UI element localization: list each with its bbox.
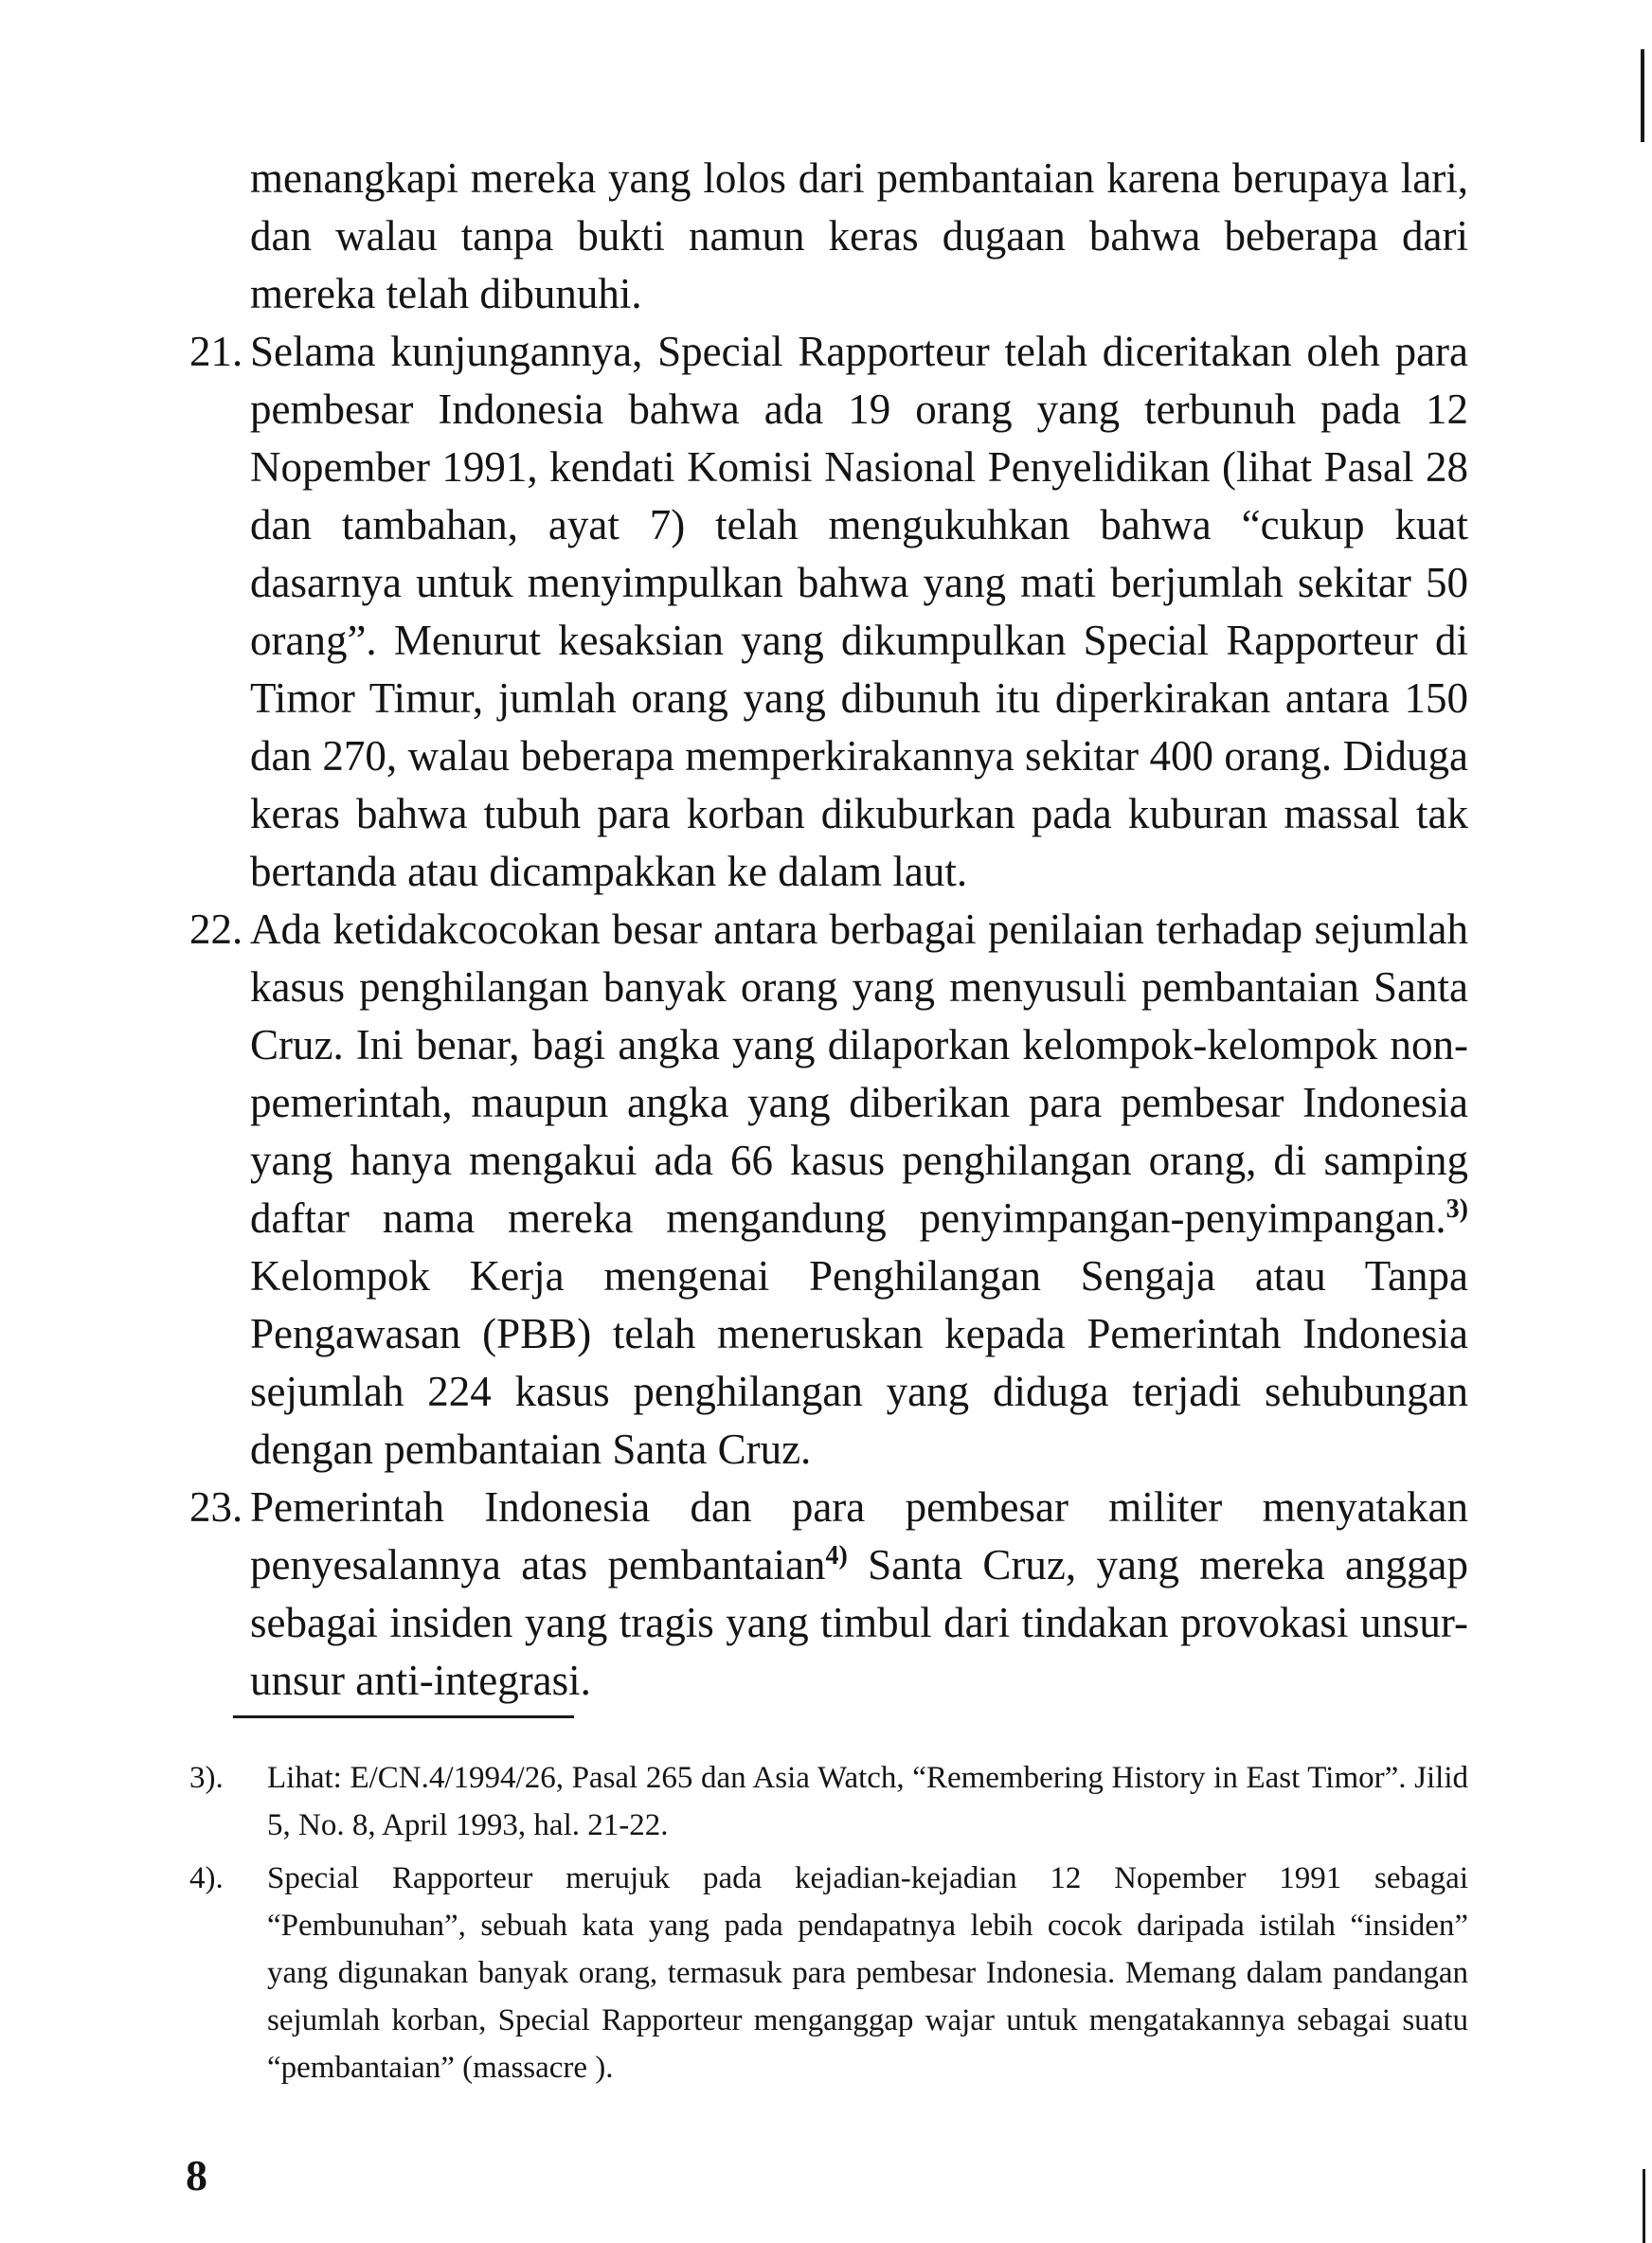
paragraph-number: 21. <box>189 328 243 375</box>
footnote-text: Lihat: E/CN.4/1994/26, Pasal 265 dan Asia Watch, “Remembering History in East Timor”. Jilid 5, No. 8, April 1993, hal. 21-22. <box>267 1761 1468 1842</box>
numbered-paragraph-21 <box>189 323 1468 901</box>
footnotes <box>189 1754 1468 2097</box>
footnote-4 <box>189 1855 1468 2091</box>
paragraph-number: 23. <box>189 1483 243 1531</box>
numbered-paragraph-22 <box>189 901 1468 1479</box>
scan-edge-mark-top <box>1641 49 1644 142</box>
footnote-number: 3). <box>189 1761 224 1795</box>
scan-edge-mark-bottom <box>1643 2169 1645 2243</box>
paragraph-text-part: Santa Cruz, yang mereka anggap sebagai insiden yang tragis yang timbul dari tindakan provokasi unsur-unsur anti-integrasi. <box>250 1541 1468 1704</box>
paragraph-text <box>250 901 1468 1479</box>
continued-paragraph: menangkapi mereka yang lolos dari pembantaian karena berupaya lari, dan walau tanpa bukti namun keras dugaan bahwa beberapa dari mereka telah dibunuhi. <box>250 154 1468 317</box>
paragraph-text-part: Pemerintah Indonesia dan para pembesar militer menyatakan penyesalannya atas pembantaian <box>250 1483 1468 1588</box>
paragraph-text-part: Kelompok Kerja mengenai Penghilangan Sengaja atau Tanpa Pengawasan (PBB) telah meneruskan kepada Pemerintah Indonesia sejumlah 224 kasus penghilangan yang diduga terjadi sehubungan dengan pembantaian Santa Cruz. <box>250 1252 1468 1473</box>
body-text <box>189 150 1468 1710</box>
numbered-paragraph-23 <box>189 1479 1468 1710</box>
footnote-number: 4). <box>189 1861 224 1895</box>
paragraph-text <box>250 1479 1468 1710</box>
paragraph-text-part: Ada ketidakcocokan besar antara berbagai penilaian terhadap sejumlah kasus penghilangan banyak orang yang menyusuli pembantaian Santa Cruz. Ini benar, bagi angka yang dilaporkan kelompok-kelompok non-pemerintah, maupun angka yang diberikan para pembesar Indonesia yang hanya mengakui ada 66 kasus penghilangan orang, di samping daftar nama mereka mengandung penyimpangan-penyimpangan. <box>250 906 1468 1242</box>
footnote-3 <box>189 1754 1468 1849</box>
page-number: 8 <box>186 2151 207 2199</box>
footnote-text: Special Rapporteur merujuk pada kejadian-kejadian 12 Nopember 1991 sebagai “Pembunuhan”, sebuah kata yang pada pendapatnya lebih cocok daripada istilah “insiden” yang digunakan banyak orang, termasuk para pembesar Indonesia. Memang dalam pandangan sejumlah korban, Special Rapporteur menganggap wajar untuk mengatakannya sebagai suatu “pembantaian” (massacre ). <box>267 1861 1468 2085</box>
paragraph-text: Selama kunjungannya, Special Rapporteur telah diceritakan oleh para pembesar Indonesia bahwa ada 19 orang yang terbunuh pada 12 Nopember 1991, kendati Komisi Nasional Penyelidikan (lihat Pasal 28 dan tambahan, ayat 7) telah mengukuhkan bahwa “cukup kuat dasarnya untuk menyimpulkan bahwa yang mati berjumlah sekitar 50 orang”. Menurut kesaksian yang dikumpulkan Special Rapporteur di Timor Timur, jumlah orang yang dibunuh itu diperkirakan antara 150 dan 270, walau beberapa memperkirakannya sekitar 400 orang. Diduga keras bahwa tubuh para korban dikuburkan pada kuburan massal tak bertanda atau dicampakkan ke dalam laut. <box>250 328 1468 895</box>
footnote-reference: 3) <box>1446 1194 1468 1224</box>
paragraph-number: 22. <box>189 906 243 953</box>
footnote-reference: 4) <box>825 1541 848 1570</box>
footnote-divider <box>233 1715 574 1718</box>
